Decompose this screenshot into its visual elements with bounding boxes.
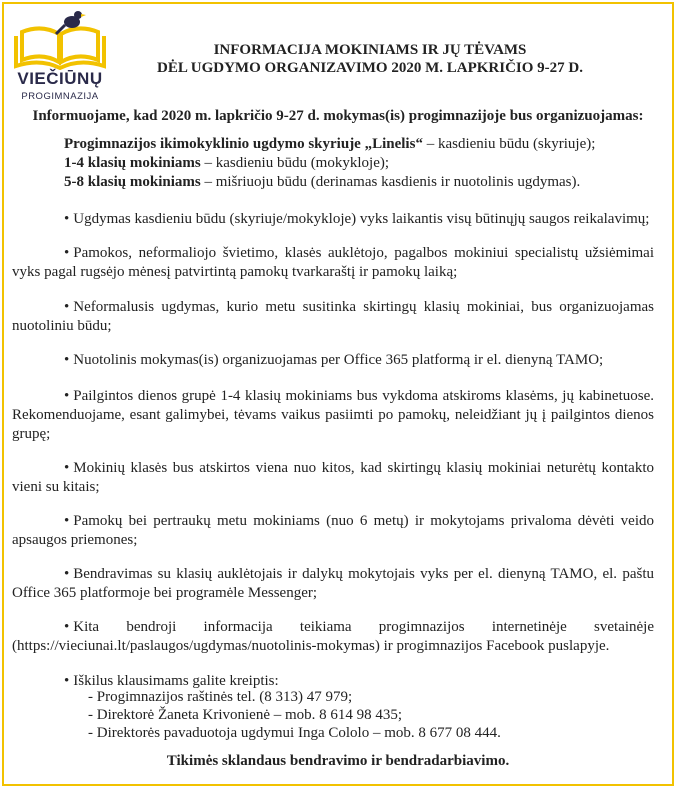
page-title-line-1: INFORMACIJA MOKINIAMS IR JŲ TĖVAMS	[213, 42, 527, 58]
bullet-icon: •	[64, 299, 70, 315]
paragraph-text: Pamokų bei pertraukų metu mokiniams (nuo 6 metų) ir mokytojams privaloma dėvėti veido apsaugos priemones;	[12, 513, 654, 548]
schedule-label: Progimnazijos ikimokyklinio ugdymo skyriuje „Linelis“	[64, 136, 423, 152]
school-logo	[12, 8, 112, 104]
contact-line: - Direktorės pavaduotoja ugdymui Inga Cololo – mob. 8 677 08 444.	[88, 725, 501, 741]
paragraph-text: Nuotolinis mokymas(is) organizuojamas per Office 365 platformą ir el. dienyną TAMO;	[73, 352, 604, 368]
info-paragraph	[12, 351, 654, 370]
info-paragraph	[12, 565, 654, 603]
paragraph-text: Iškilus klausimams galite kreiptis:	[73, 673, 279, 689]
book-bird-emblem	[12, 8, 108, 70]
logo-subtitle: PROGIMNAZIJA	[21, 91, 99, 102]
info-paragraph	[12, 459, 654, 497]
paragraph-text: Bendravimas su klasių auklėtojais ir dalykų mokytojais vyks per el. dienyną TAMO, el. paštu Office 365 platformoje bei programėle Messenger;	[12, 566, 654, 601]
bullet-icon: •	[64, 460, 70, 476]
schedule-item	[64, 174, 580, 191]
paragraph-text: Neformalusis ugdymas, kurio metu susitinka skirtingų klasių mokiniai, bus organizuojamas nuotoliniu būdu;	[12, 299, 654, 334]
bullet-icon: •	[64, 566, 70, 582]
info-paragraph	[12, 244, 654, 282]
paragraph-text: Kita bendroji informacija teikiama progimnazijos internetinėje svetainėje (https://vieciunai.lt/paslaugos/ugdymas/nuotolinis-mokymas) ir progimnazijos Facebook puslapyje.	[12, 619, 654, 654]
bullet-icon: •	[64, 673, 70, 689]
schedule-item	[64, 155, 389, 172]
bullet-icon: •	[64, 619, 70, 635]
info-paragraph	[12, 387, 654, 444]
contact-line: - Direktorė Žaneta Krivonienė – mob. 8 614 98 435;	[88, 707, 403, 723]
closing-text: Tikimės sklandaus bendravimo ir bendradarbiavimo.	[166, 753, 510, 769]
schedule-label: 5-8 klasių mokiniams	[64, 174, 201, 190]
schedule-label: 1-4 klasių mokiniams	[64, 155, 201, 171]
bullet-icon: •	[64, 211, 70, 227]
info-paragraph	[12, 210, 654, 229]
info-paragraph	[12, 618, 654, 656]
bullet-icon: •	[64, 245, 70, 261]
schedule-text: – kasdieniu būdu (skyriuje);	[422, 136, 596, 152]
bullet-icon: •	[64, 352, 70, 368]
schedule-item	[64, 136, 595, 153]
info-paragraph	[12, 512, 654, 550]
bullet-icon: •	[64, 388, 70, 404]
intro-text: Informuojame, kad 2020 m. lapkričio 9-27 d. mokymas(is) progimnazijoje bus organizuojamas:	[32, 108, 644, 124]
paragraph-text: Pamokos, neformaliojo švietimo, klasės auklėtojo, pagalbos mokiniui specialistų užsiėmimai vyks pagal rugsėjo mėnesį patvirtintą pamokų tvarkaraštį ir pamokų laiką;	[12, 245, 654, 280]
schedule-text: – mišriuoju būdu (derinamas kasdienis ir nuotolinis ugdymas).	[200, 174, 581, 190]
page-title-line-2: DĖL UGDYMO ORGANIZAVIMO 2020 M. LAPKRIČIO 9-27 D.	[157, 60, 583, 76]
schedule-text: – kasdieniu būdu (mokykloje);	[200, 155, 390, 171]
logo-name: VIEČIŪNŲ	[17, 69, 103, 88]
contact-line: - Progimnazijos raštinės tel. (8 313) 47 979;	[88, 689, 353, 705]
info-paragraph	[12, 298, 654, 336]
paragraph-text: Pailgintos dienos grupė 1-4 klasių mokiniams bus vykdoma atskiroms klasėms, jų kabinetuose. Rekomenduojame, esant galimybei, tėvams vaikus pasiimti po pamokų, neleidžiant jų į pailgintos dienos grupę;	[12, 388, 654, 442]
bullet-icon: •	[64, 513, 70, 529]
paragraph-text: Ugdymas kasdieniu būdu (skyriuje/mokykloje) vyks laikantis visų būtinųjų saugos reikalavimų;	[73, 211, 650, 227]
paragraph-text: Mokinių klasės bus atskirtos viena nuo kitos, kad skirtingų klasių mokiniai neturėtų kontakto vieni su kitais;	[12, 460, 654, 495]
